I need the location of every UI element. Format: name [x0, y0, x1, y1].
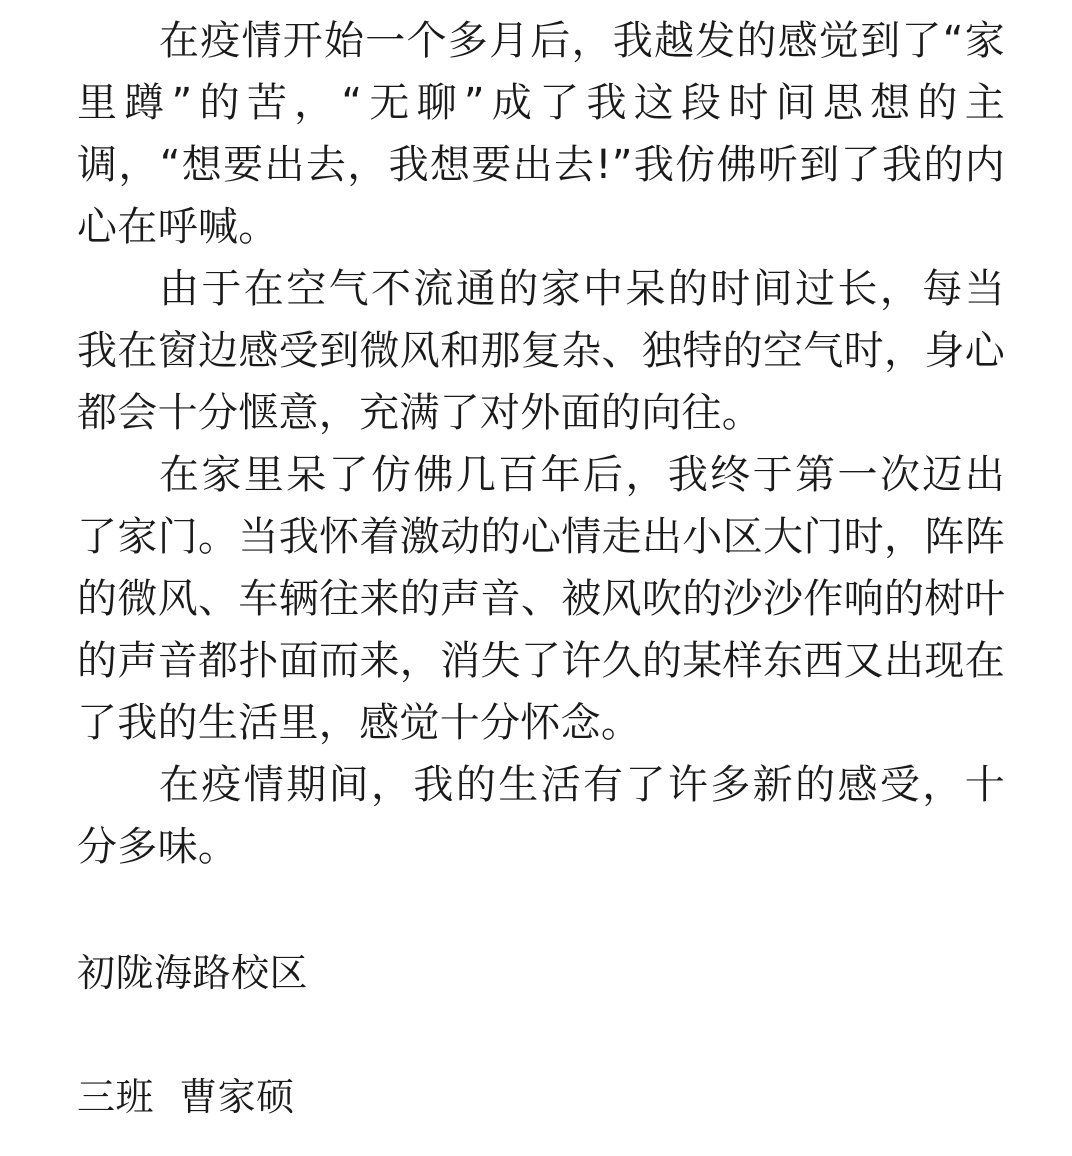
paragraph-2: 由于在空气不流通的家中呆的时间过长，每当我在窗边感受到微风和那复杂、独特的空气时，身心都会十分惬意，充满了对外面的向往。 [77, 266, 1005, 436]
paragraph-1: 在疫情开始一个多月后，我越发的感觉到了“家里蹲”的苦，“无聊”成了我这段时间思想的主调，“想要出去，我想要出去!”我仿佛听到了我的内心在呼喊。 [77, 18, 1005, 250]
author-name: 三班 曹家硕 [77, 1075, 295, 1119]
paragraph-3: 在家里呆了仿佛几百年后，我终于第一次迈出了家门。当我怀着激动的心情走出小区大门时，阵阵的微风、车辆往来的声音、被风吹的沙沙作响的树叶的声音都扑面而来，消失了许久的某样东西又出现在了我的生活里，感觉十分怀念。 [77, 452, 1005, 746]
document-body [77, 10, 1005, 1128]
school-name: 初陇海路校区 [77, 951, 309, 995]
paragraph-4: 在疫情期间，我的生活有了许多新的感受，十分多味。 [77, 762, 1005, 870]
